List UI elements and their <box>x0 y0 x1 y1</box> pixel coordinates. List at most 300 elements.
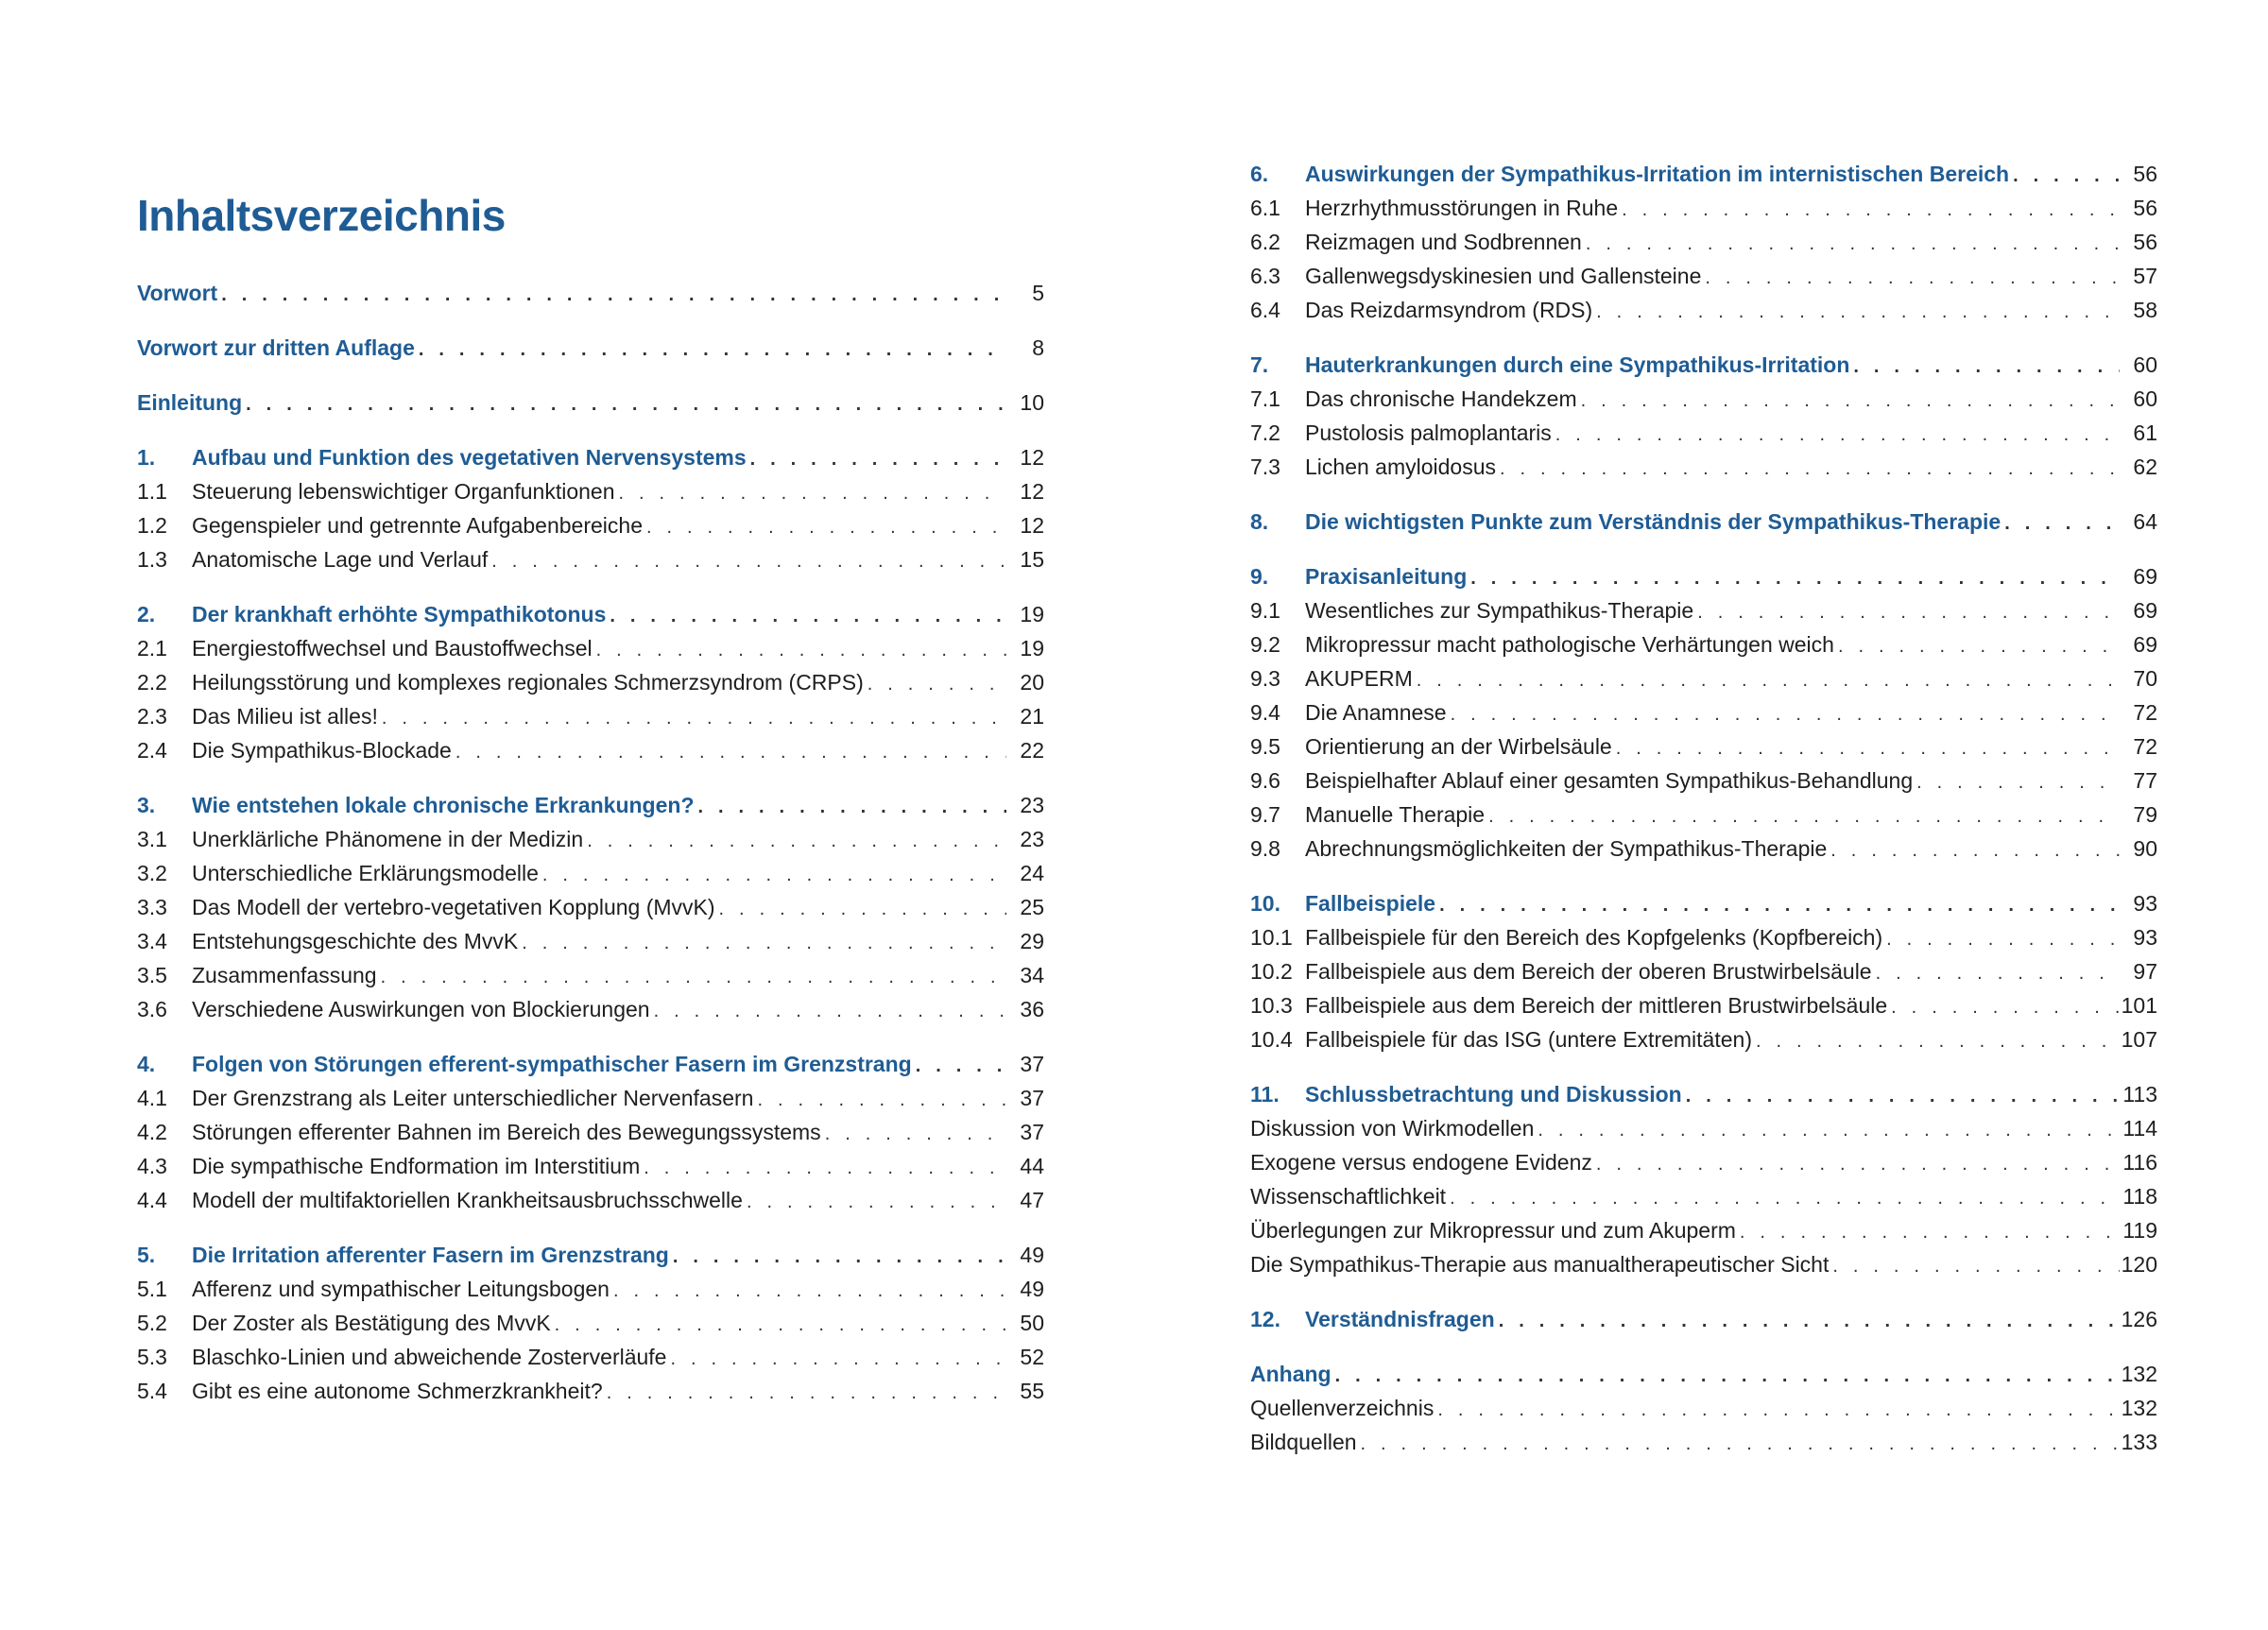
entry-number: 9.7 <box>1250 802 1280 827</box>
entry-number: 2. <box>137 602 156 626</box>
entry-title: Der Zoster als Bestätigung des MvvK <box>192 1311 551 1335</box>
entry-title: Reizmagen und Sodbrennen <box>1305 230 1582 254</box>
page-number: 49 <box>1020 1277 1044 1301</box>
entry-number: 10.3 <box>1250 993 1293 1018</box>
entry-title: AKUPERM <box>1305 666 1413 691</box>
entry-title: Die wichtigsten Punkte zum Verständnis der Sympathikus-Therapie <box>1305 509 2002 534</box>
entry-title: Herzrhythmusstörungen in Ruhe <box>1305 196 1619 220</box>
toc-chapter-entry[interactable] <box>137 597 1044 631</box>
toc-subentry[interactable] <box>137 1306 1044 1340</box>
toc-section <box>137 1047 1044 1217</box>
entry-title: Wesentliches zur Sympathikus-Therapie <box>1305 598 1694 623</box>
toc-section <box>1250 886 2157 1056</box>
page-number: 23 <box>1020 793 1044 817</box>
dot-leader <box>743 1185 1006 1219</box>
page-number: 118 <box>2122 1184 2157 1209</box>
toc-subentry[interactable] <box>1250 729 2157 764</box>
toc-chapter-entry[interactable] <box>1250 348 2157 382</box>
page-number: 64 <box>2133 509 2157 534</box>
entry-title: Verständnisfragen <box>1305 1307 1495 1331</box>
entry-title: Bildquellen <box>1250 1430 1357 1454</box>
entry-title: Abrechnungsmöglichkeiten der Sympathikus-Therapie <box>1305 836 1828 861</box>
entry-title: Die Anamnese <box>1305 700 1447 725</box>
toc-subentry[interactable] <box>137 924 1044 958</box>
page-title: Inhaltsverzeichnis <box>137 190 506 240</box>
page-number: 12 <box>1020 479 1044 504</box>
dot-leader <box>583 824 1006 858</box>
dot-leader <box>753 1083 1006 1117</box>
toc-section <box>1250 1357 2157 1459</box>
dot-leader <box>650 994 1006 1028</box>
entry-title: Unterschiedliche Erklärungsmodelle <box>192 861 539 885</box>
dot-leader <box>1552 418 2120 452</box>
toc-subentry[interactable] <box>137 822 1044 856</box>
entry-title: Gallenwegsdyskinesien und Gallensteine <box>1305 264 1702 288</box>
dot-leader <box>217 278 1006 312</box>
dot-leader <box>415 333 1006 367</box>
toc-subentry[interactable] <box>137 1183 1044 1217</box>
entry-title: Praxisanleitung <box>1305 564 1468 589</box>
entry-number: 5.1 <box>137 1277 167 1301</box>
entry-title: Fallbeispiele für den Bereich des Kopfgelenks (Kopfbereich) <box>1305 925 1883 950</box>
toc-subentry[interactable] <box>1250 1213 2157 1247</box>
toc-subentry[interactable] <box>137 1374 1044 1408</box>
page-number: 20 <box>1020 670 1044 695</box>
dot-leader <box>1357 1427 2120 1461</box>
toc-subentry[interactable] <box>1250 191 2157 225</box>
toc-chapter-entry[interactable] <box>137 788 1044 822</box>
toc-subentry[interactable] <box>137 474 1044 508</box>
entry-number: 4.4 <box>137 1188 167 1212</box>
page-number: 132 <box>2121 1396 2157 1420</box>
toc-left-column <box>137 276 1044 1408</box>
toc-subentry[interactable] <box>137 1081 1044 1115</box>
page-number: 49 <box>1020 1243 1044 1267</box>
entry-title: Das Modell der vertebro-vegetativen Kopplung (MvvK) <box>192 895 715 919</box>
entry-title: Schlussbetrachtung und Diskussion <box>1305 1082 1682 1107</box>
page-number: 56 <box>2133 230 2157 254</box>
entry-number: 3. <box>137 793 156 817</box>
dot-leader <box>643 510 1006 544</box>
page-number: 5 <box>1032 281 1044 305</box>
page-number: 119 <box>2122 1218 2157 1243</box>
entry-title: Lichen amyloidosus <box>1305 455 1497 479</box>
entry-title: Gibt es eine autonome Schmerzkrankheit? <box>192 1379 603 1403</box>
toc-subentry[interactable] <box>1250 382 2157 416</box>
toc-chapter-entry[interactable] <box>137 276 1044 310</box>
page-number: 93 <box>2133 891 2157 916</box>
entry-number: 7.1 <box>1250 386 1280 411</box>
toc-subentry[interactable] <box>1250 293 2157 327</box>
entry-number: 6.3 <box>1250 264 1280 288</box>
page-number: 29 <box>1020 929 1044 953</box>
entry-title: Der krankhaft erhöhte Sympathikotonus <box>192 602 607 626</box>
entry-number: 3.4 <box>137 929 167 953</box>
toc-subentry[interactable] <box>137 631 1044 665</box>
toc-subentry[interactable] <box>1250 988 2157 1022</box>
dot-leader <box>551 1308 1006 1342</box>
dot-leader <box>1913 765 2120 799</box>
entry-number: 3.2 <box>137 861 167 885</box>
toc-section <box>137 386 1044 420</box>
dot-leader <box>2001 506 2120 540</box>
entry-number: 7.3 <box>1250 455 1280 479</box>
dot-leader <box>593 633 1006 667</box>
dot-leader <box>1887 990 2120 1024</box>
entry-number: 9. <box>1250 564 1269 589</box>
page-number: 36 <box>1020 997 1044 1021</box>
entry-number: 1.1 <box>137 479 167 504</box>
dot-leader <box>1467 561 2120 595</box>
page-number: 12 <box>1020 513 1044 538</box>
page-number: 72 <box>2133 700 2157 725</box>
page-number: 101 <box>2121 993 2157 1018</box>
entry-title: Aufbau und Funktion des vegetativen Nervensystems <box>192 445 747 470</box>
dot-leader <box>1752 1024 2120 1058</box>
page-number: 23 <box>1020 827 1044 851</box>
dot-leader <box>606 599 1006 633</box>
entry-title: Manuelle Therapie <box>1305 802 1486 827</box>
page-number: 69 <box>2133 564 2157 589</box>
toc-subentry[interactable] <box>1250 1145 2157 1179</box>
toc-section <box>1250 505 2157 539</box>
dot-leader <box>1446 1181 2120 1215</box>
toc-section <box>1250 157 2157 327</box>
entry-number: 3.1 <box>137 827 167 851</box>
dot-leader <box>488 544 1006 578</box>
toc-subentry[interactable] <box>137 1149 1044 1183</box>
entry-title: Fallbeispiele aus dem Bereich der oberen Brustwirbelsäule <box>1305 959 1872 984</box>
entry-number: 5.2 <box>137 1311 167 1335</box>
entry-title: Orientierung an der Wirbelsäule <box>1305 734 1612 759</box>
page-number: 25 <box>1020 895 1044 919</box>
page-number: 79 <box>2133 802 2157 827</box>
page-number: 19 <box>1020 602 1044 626</box>
entry-number: 5.3 <box>137 1345 167 1369</box>
toc-subentry[interactable] <box>137 665 1044 699</box>
entry-number: 9.6 <box>1250 768 1280 793</box>
entry-number: 7.2 <box>1250 420 1280 445</box>
toc-subentry[interactable] <box>137 1340 1044 1374</box>
dot-leader <box>1592 295 2120 329</box>
entry-title: Diskussion von Wirkmodellen <box>1250 1116 1535 1141</box>
entry-title: Heilungsstörung und komplexes regionales Schmerzsyndrom (CRPS) <box>192 670 864 695</box>
toc-subentry[interactable] <box>1250 954 2157 988</box>
dot-leader <box>666 1342 1006 1376</box>
toc-subentry[interactable] <box>1250 416 2157 450</box>
toc-chapter-entry[interactable] <box>1250 886 2157 920</box>
page-number: 133 <box>2121 1430 2157 1454</box>
entry-number: 4.2 <box>137 1120 167 1144</box>
page-number: 37 <box>1020 1052 1044 1076</box>
dot-leader <box>1849 350 2120 384</box>
toc-section <box>137 440 1044 576</box>
toc-section <box>137 1238 1044 1408</box>
entry-title: Exogene versus endogene Evidenz <box>1250 1150 1592 1175</box>
dot-leader <box>378 701 1006 735</box>
toc-section <box>1250 1077 2157 1281</box>
dot-leader <box>1827 833 2120 867</box>
toc-section <box>137 331 1044 365</box>
page-number: 37 <box>1020 1086 1044 1110</box>
toc-subentry[interactable] <box>1250 593 2157 627</box>
page-number: 8 <box>1032 335 1044 360</box>
entry-number: 5. <box>137 1243 156 1267</box>
dot-leader <box>377 960 1006 994</box>
entry-number: 10. <box>1250 891 1280 916</box>
entry-title: Beispielhafter Ablauf einer gesamten Sympathikus-Behandlung <box>1305 768 1914 793</box>
toc-chapter-entry[interactable] <box>137 1047 1044 1081</box>
entry-title: Wie entstehen lokale chronische Erkrankungen? <box>192 793 695 817</box>
dot-leader <box>2009 159 2120 193</box>
dot-leader <box>1834 629 2120 663</box>
entry-number: 4.1 <box>137 1086 167 1110</box>
page-number: 60 <box>2133 386 2157 411</box>
toc-chapter-entry[interactable] <box>1250 559 2157 593</box>
toc-subentry[interactable] <box>137 856 1044 890</box>
entry-number: 4.3 <box>137 1154 167 1178</box>
toc-chapter-entry[interactable] <box>1250 1077 2157 1111</box>
dot-leader <box>1582 227 2120 261</box>
page-number: 107 <box>2121 1027 2157 1052</box>
toc-subentry[interactable] <box>1250 764 2157 798</box>
dot-leader <box>1618 193 2120 227</box>
page-number: 114 <box>2122 1116 2157 1141</box>
dot-leader <box>1872 956 2120 990</box>
toc-chapter-entry[interactable] <box>1250 505 2157 539</box>
toc-section <box>1250 348 2157 484</box>
page-number: 57 <box>2133 264 2157 288</box>
dot-leader <box>518 926 1006 960</box>
page-number: 24 <box>1020 861 1044 885</box>
entry-number: 6. <box>1250 162 1269 186</box>
toc-subentry[interactable] <box>137 542 1044 576</box>
dot-leader <box>715 892 1006 926</box>
dot-leader <box>1434 1393 2120 1427</box>
entry-title: Pustolosis palmoplantaris <box>1305 420 1552 445</box>
toc-subentry[interactable] <box>1250 1179 2157 1213</box>
entry-title: Vorwort <box>137 281 218 305</box>
dot-leader <box>539 858 1006 892</box>
entry-number: 3.3 <box>137 895 167 919</box>
dot-leader <box>1682 1079 2120 1113</box>
dot-leader <box>1693 595 2120 629</box>
entry-number: 9.5 <box>1250 734 1280 759</box>
dot-leader <box>669 1240 1006 1274</box>
page-number: 62 <box>2133 455 2157 479</box>
entry-title: Fallbeispiele aus dem Bereich der mittleren Brustwirbelsäule <box>1305 993 1888 1018</box>
page-number: 44 <box>1020 1154 1044 1178</box>
entry-number: 1. <box>137 445 156 470</box>
toc-subentry[interactable] <box>1250 259 2157 293</box>
page-number: 55 <box>1020 1379 1044 1403</box>
toc-subentry[interactable] <box>1250 450 2157 484</box>
entry-title: Störungen efferenter Bahnen im Bereich des Bewegungssystems <box>192 1120 821 1144</box>
page-number: 113 <box>2122 1082 2157 1107</box>
entry-title: Die Sympathikus-Therapie aus manualtherapeutischer Sicht <box>1250 1252 1830 1277</box>
entry-number: 3.6 <box>137 997 167 1021</box>
toc-subentry[interactable] <box>1250 1425 2157 1459</box>
dot-leader <box>1413 663 2120 697</box>
toc-subentry[interactable] <box>1250 695 2157 729</box>
dot-leader <box>452 735 1006 769</box>
page-number: 126 <box>2121 1307 2157 1331</box>
dot-leader <box>1577 384 2120 418</box>
entry-number: 2.4 <box>137 738 167 763</box>
entry-number: 12. <box>1250 1307 1280 1331</box>
entry-number: 1.3 <box>137 547 167 572</box>
entry-title: Anhang <box>1250 1362 1332 1386</box>
dot-leader <box>1435 888 2120 922</box>
toc-subentry[interactable] <box>137 1115 1044 1149</box>
page-number: 69 <box>2133 598 2157 623</box>
entry-number: 4. <box>137 1052 156 1076</box>
toc-chapter-entry[interactable] <box>1250 157 2157 191</box>
entry-title: Blaschko-Linien und abweichende Zosterverläufe <box>192 1345 667 1369</box>
entry-title: Anatomische Lage und Verlauf <box>192 547 489 572</box>
page-number: 50 <box>1020 1311 1044 1335</box>
page-number: 69 <box>2133 632 2157 657</box>
toc-subentry[interactable] <box>1250 225 2157 259</box>
entry-title: Das Reizdarmsyndrom (RDS) <box>1305 298 1593 322</box>
dot-leader <box>1829 1249 2120 1283</box>
entry-number: 10.2 <box>1250 959 1293 984</box>
toc-chapter-entry[interactable] <box>1250 1302 2157 1336</box>
page-number: 56 <box>2133 196 2157 220</box>
toc-subentry[interactable] <box>137 890 1044 924</box>
page-number: 21 <box>1020 704 1044 729</box>
dot-leader <box>1447 697 2120 731</box>
toc-subentry[interactable] <box>137 508 1044 542</box>
entry-title: Modell der multifaktoriellen Krankheitsausbruchsschwelle <box>192 1188 743 1212</box>
entry-number: 6.4 <box>1250 298 1280 322</box>
dot-leader <box>1495 1304 2120 1338</box>
dot-leader <box>1485 799 2120 833</box>
entry-number: 8. <box>1250 509 1269 534</box>
page-number: 61 <box>2133 420 2157 445</box>
entry-title: Unerklärliche Phänomene in der Medizin <box>192 827 584 851</box>
toc-section <box>1250 1302 2157 1336</box>
dot-leader <box>1612 731 2120 765</box>
entry-title: Quellenverzeichnis <box>1250 1396 1435 1420</box>
entry-title: Fallbeispiele für das ISG (untere Extremitäten) <box>1305 1027 1752 1052</box>
toc-subentry[interactable] <box>1250 832 2157 866</box>
page-number: 116 <box>2122 1150 2157 1175</box>
entry-title: Das chronische Handekzem <box>1305 386 1577 411</box>
entry-number: 5.4 <box>137 1379 167 1403</box>
entry-title: Die Sympathikus-Blockade <box>192 738 452 763</box>
page-number: 15 <box>1020 547 1044 572</box>
entry-title: Verschiedene Auswirkungen von Blockierungen <box>192 997 650 1021</box>
entry-title: Vorwort zur dritten Auflage <box>137 335 415 360</box>
toc-subentry[interactable] <box>137 699 1044 733</box>
entry-number: 9.2 <box>1250 632 1280 657</box>
entry-number: 9.4 <box>1250 700 1280 725</box>
dot-leader <box>603 1376 1006 1410</box>
entry-title: Folgen von Störungen efferent-sympathischer Fasern im Grenzstrang <box>192 1052 912 1076</box>
dot-leader <box>1701 261 2120 295</box>
toc-section <box>137 788 1044 1026</box>
entry-title: Zusammenfassung <box>192 963 377 987</box>
dot-leader <box>640 1151 1006 1185</box>
entry-number: 10.4 <box>1250 1027 1293 1052</box>
toc-subentry[interactable] <box>1250 1391 2157 1425</box>
toc-subentry[interactable] <box>1250 661 2157 695</box>
entry-title: Einleitung <box>137 390 243 415</box>
entry-title: Entstehungsgeschichte des MvvK <box>192 929 519 953</box>
entry-title: Wissenschaftlichkeit <box>1250 1184 1447 1209</box>
entry-number: 9.8 <box>1250 836 1280 861</box>
dot-leader <box>1736 1215 2120 1249</box>
entry-number: 2.3 <box>137 704 167 729</box>
entry-number: 3.5 <box>137 963 167 987</box>
dot-leader <box>1592 1147 2120 1181</box>
toc-subentry[interactable] <box>1250 1022 2157 1056</box>
toc-chapter-entry[interactable] <box>137 386 1044 420</box>
page-number: 56 <box>2133 162 2157 186</box>
entry-number: 11. <box>1250 1082 1280 1107</box>
entry-title: Die Irritation afferenter Fasern im Grenzstrang <box>192 1243 669 1267</box>
dot-leader <box>1534 1113 2120 1147</box>
entry-title: Mikropressur macht pathologische Verhärtungen weich <box>1305 632 1834 657</box>
toc-subentry[interactable] <box>137 1272 1044 1306</box>
page-number: 60 <box>2133 352 2157 377</box>
entry-title: Auswirkungen der Sympathikus-Irritation im internistischen Bereich <box>1305 162 2010 186</box>
page-number: 12 <box>1020 445 1044 470</box>
page-number: 47 <box>1020 1188 1044 1212</box>
entry-title: Die sympathische Endformation im Interstitium <box>192 1154 641 1178</box>
dot-leader <box>1496 452 2120 486</box>
toc-chapter-entry[interactable] <box>137 1238 1044 1272</box>
toc-section <box>137 276 1044 310</box>
entry-title: Der Grenzstrang als Leiter unterschiedlicher Nervenfasern <box>192 1086 754 1110</box>
entry-number: 9.1 <box>1250 598 1280 623</box>
entry-title: Fallbeispiele <box>1305 891 1436 916</box>
page-number: 52 <box>1020 1345 1044 1369</box>
entry-title: Hauterkrankungen durch eine Sympathikus-Irritation <box>1305 352 1850 377</box>
dot-leader <box>242 387 1006 421</box>
entry-number: 1.2 <box>137 513 167 538</box>
page-number: 58 <box>2133 298 2157 322</box>
page-number: 70 <box>2133 666 2157 691</box>
toc-chapter-entry[interactable] <box>137 331 1044 365</box>
page-number: 77 <box>2133 768 2157 793</box>
entry-title: Überlegungen zur Mikropressur und zum Akuperm <box>1250 1218 1736 1243</box>
dot-leader <box>1332 1359 2120 1393</box>
page-number: 22 <box>1020 738 1044 763</box>
page-number: 72 <box>2133 734 2157 759</box>
toc-subentry[interactable] <box>137 992 1044 1026</box>
entry-number: 9.3 <box>1250 666 1280 691</box>
toc-subentry[interactable] <box>1250 798 2157 832</box>
toc-subentry[interactable] <box>137 958 1044 992</box>
toc-subentry[interactable] <box>1250 1111 2157 1145</box>
toc-subentry[interactable] <box>1250 1247 2157 1281</box>
page-number: 93 <box>2133 925 2157 950</box>
toc-subentry[interactable] <box>1250 627 2157 661</box>
toc-subentry[interactable] <box>137 733 1044 767</box>
toc-section <box>1250 559 2157 866</box>
page-number: 37 <box>1020 1120 1044 1144</box>
toc-chapter-entry[interactable] <box>137 440 1044 474</box>
page-number: 10 <box>1020 390 1044 415</box>
toc-subentry[interactable] <box>1250 920 2157 954</box>
dot-leader <box>912 1049 1006 1083</box>
entry-number: 7. <box>1250 352 1269 377</box>
page-number: 34 <box>1020 963 1044 987</box>
toc-chapter-entry[interactable] <box>1250 1357 2157 1391</box>
page-number: 132 <box>2121 1362 2157 1386</box>
